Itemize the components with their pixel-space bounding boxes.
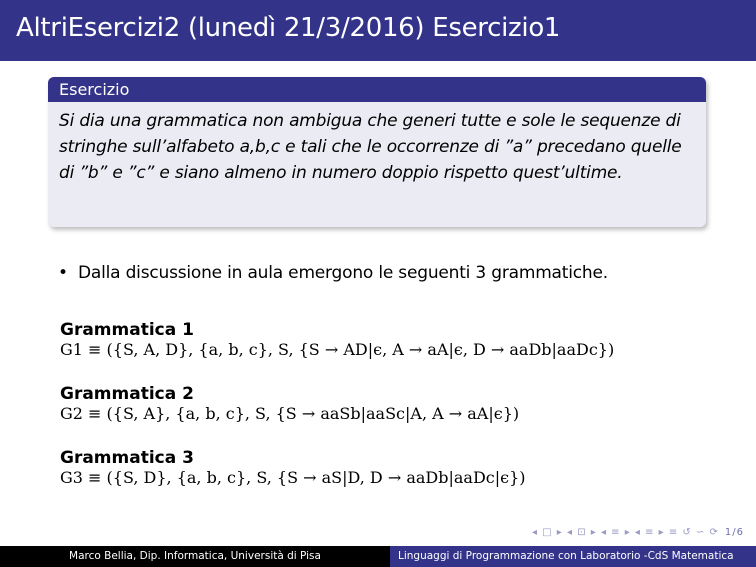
grammar-3-definition: G3 ≡ ({S, D}, {a, b, c}, S, {S → aS|D, D → aaDb|aaDc|ϵ}) [60,468,526,487]
footer-author: Marco Bellia, Dip. Informatica, Università di Pisa [0,546,390,567]
grammar-2-heading: Grammatica 2 [60,384,194,404]
grammar-1-heading: Grammatica 1 [60,320,194,340]
grammar-1-definition: G1 ≡ ({S, A, D}, {a, b, c}, S, {S → AD|ϵ, A → aA|ϵ, D → aaDb|aaDc}) [60,340,615,359]
slide-title: AltriEsercizi2 (lunedì 21/3/2016) Esercizio1 [16,13,561,43]
footer-course: Linguaggi di Programmazione con Laboratorio -CdS Matematica [390,546,756,567]
page-number: 1/6 [724,527,744,538]
slide-footer [0,546,756,567]
navigation-icons[interactable]: ◂ □ ▸ ◂ ⊡ ▸ ◂ ≡ ▸ ◂ ≡ ▸ ≡ ↺ ∽ ⟳ [531,527,719,538]
grammar-2-definition: G2 ≡ ({S, A}, {a, b, c}, S, {S → aaSb|aaSc|A, A → aA|ϵ}) [60,404,520,423]
slide-title-bar [0,0,756,61]
grammar-3 [60,448,526,487]
exercise-block-body: Si dia una grammatica non ambigua che generi tutte e sole le sequenze di stringhe sull’alfabeto a,b,c e tali che le occorrenze di ”a” precedano quelle di ”b” e ”c” e siano almeno in numero doppio rispetto quest’ultime. [59,111,682,183]
exercise-block-title: Esercizio [48,77,706,102]
grammar-1 [60,320,614,359]
grammar-3-heading: Grammatica 3 [60,448,194,468]
bullet-icon: • [58,263,68,283]
grammar-2 [60,384,519,423]
navigation-controls[interactable] [532,527,744,538]
exercise-block [48,77,706,227]
bullet-text: Dalla discussione in aula emergono le seguenti 3 grammatiche. [78,263,608,283]
bullet-item [58,263,608,283]
